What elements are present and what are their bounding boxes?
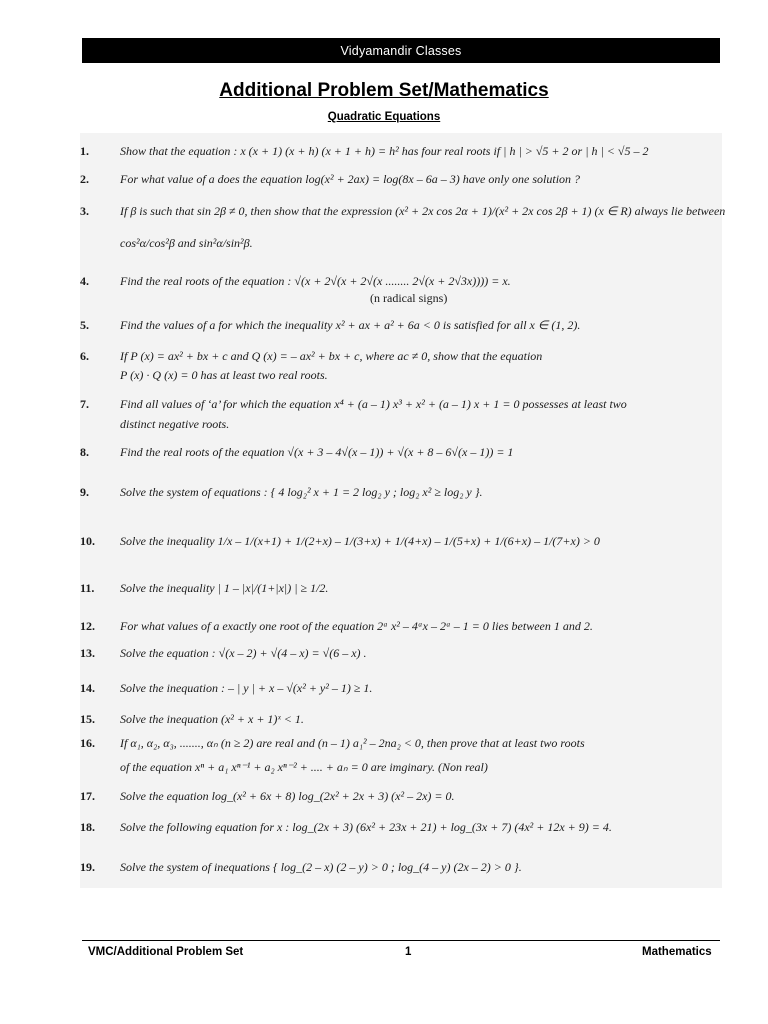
problem-number: 2.	[80, 172, 89, 186]
problem-text: Solve the inequation (x² + x + 1)ˣ < 1.	[120, 712, 304, 726]
problem-text-continued: distinct negative roots.	[120, 417, 230, 431]
problem-number: 19.	[80, 860, 95, 874]
problem-list	[80, 133, 726, 888]
problem-number: 6.	[80, 349, 89, 363]
footer-divider	[82, 940, 720, 941]
problem-number: 18.	[80, 820, 95, 834]
institute-name: Vidyamandir Classes	[340, 43, 462, 58]
problem-text: Solve the equation : √(x – 2) + √(4 – x) = √(6 – x) .	[120, 646, 367, 660]
header-bar	[82, 38, 720, 63]
problem-text: Solve the following equation for x : log_(2x + 3) (6x² + 23x + 21) + log_(3x + 7) (4x² + 12x + 9) = 4.	[120, 820, 612, 834]
problem-number: 17.	[80, 789, 95, 803]
footer-left: VMC/Additional Problem Set	[88, 946, 244, 958]
problem-number: 4.	[80, 274, 89, 288]
problem-number: 5.	[80, 318, 89, 332]
problem-note: (n radical signs)	[370, 291, 448, 305]
problem-text-continued: of the equation xⁿ + a₁ xⁿ⁻¹ + a₂ xⁿ⁻² + .... + aₙ = 0 are imginary. (Non real)	[120, 760, 488, 774]
problem-text: For what values of a exactly one root of the equation 2ᵃ x² – 4ᵃx – 2ᵃ – 1 = 0 lies between 1 and 2.	[120, 619, 593, 633]
problem-text: Solve the inequality | 1 – |x|/(1+|x|) | ≥ 1/2.	[120, 581, 329, 595]
problem-number: 1.	[80, 144, 89, 158]
problem-text: Solve the equation log_(x² + 6x + 8) log_(2x² + 2x + 3) (x² – 2x) = 0.	[120, 789, 455, 803]
problem-text: If β is such that sin 2β ≠ 0, then show that the expression (x² + 2x cos 2α + 1)/(x² + 2x cos 2β + 1) (x ∈ R) always lie between	[120, 204, 726, 218]
page-title: Additional Problem Set/Mathematics	[219, 80, 549, 101]
problem-text: Solve the system of equations : { 4 log₂² x + 1 = 2 log₂ y ; log₂ x² ≥ log₂ y }.	[120, 485, 483, 499]
problem-text: Find all values of ‘a’ for which the equation x⁴ + (a – 1) x³ + x² + (a – 1) x + 1 = 0 possesses at least two	[120, 397, 627, 411]
problem-text-continued: cos²α/cos²β and sin²α/sin²β.	[120, 236, 253, 250]
problem-text: Show that the equation : x (x + 1) (x + h) (x + 1 + h) = h² has four real roots if | h | > √5 + 2 or | h | < √5 – 2	[120, 144, 649, 158]
problem-text: If P (x) = ax² + bx + c and Q (x) = – ax² + bx + c, where ac ≠ 0, show that the equation	[120, 349, 543, 363]
problem-number: 7.	[80, 397, 89, 411]
problem-number: 9.	[80, 485, 89, 499]
problem-number: 14.	[80, 681, 95, 695]
problem-text-continued: P (x) · Q (x) = 0 has at least two real roots.	[120, 368, 328, 382]
problem-number: 16.	[80, 736, 95, 750]
problem-text: Find the values of a for which the inequality x² + ax + a² + 6a < 0 is satisfied for all x ∈ (1, 2).	[120, 318, 581, 332]
problem-number: 3.	[80, 204, 89, 218]
problem-text: If α₁, α₂, α₃, ......., αₙ (n ≥ 2) are real and (n – 1) a₁² – 2na₂ < 0, then prove that at least two roots	[120, 736, 585, 750]
page-number: 1	[405, 946, 412, 958]
footer-right: Mathematics	[642, 946, 712, 958]
problem-number: 12.	[80, 619, 95, 633]
problem-text: Solve the inequation : – | y | + x – √(x² + y² – 1) ≥ 1.	[120, 681, 373, 695]
problem-text: For what value of a does the equation log(x² + 2ax) = log(8x – 6a – 3) have only one solution ?	[120, 172, 581, 186]
problem-text: Find the real roots of the equation √(x + 3 – 4√(x – 1)) + √(x + 8 – 6√(x – 1)) = 1	[120, 445, 514, 459]
problem-number: 10.	[80, 534, 95, 548]
problem-number: 11.	[80, 581, 95, 595]
problem-text: Solve the system of inequations { log_(2 – x) (2 – y) > 0 ; log_(4 – y) (2x – 2) > 0 }.	[120, 860, 522, 874]
problem-text: Find the real roots of the equation : √(x + 2√(x + 2√(x ........ 2√(x + 2√3x)))) = x.	[120, 274, 511, 288]
problem-number: 8.	[80, 445, 89, 459]
page-subtitle: Quadratic Equations	[327, 111, 441, 123]
problem-text: Solve the inequality 1/x – 1/(x+1) + 1/(2+x) – 1/(3+x) + 1/(4+x) – 1/(5+x) + 1/(6+x) – 1/(7+x) > 0	[120, 534, 600, 548]
problem-number: 15.	[80, 712, 95, 726]
problem-number: 13.	[80, 646, 95, 660]
